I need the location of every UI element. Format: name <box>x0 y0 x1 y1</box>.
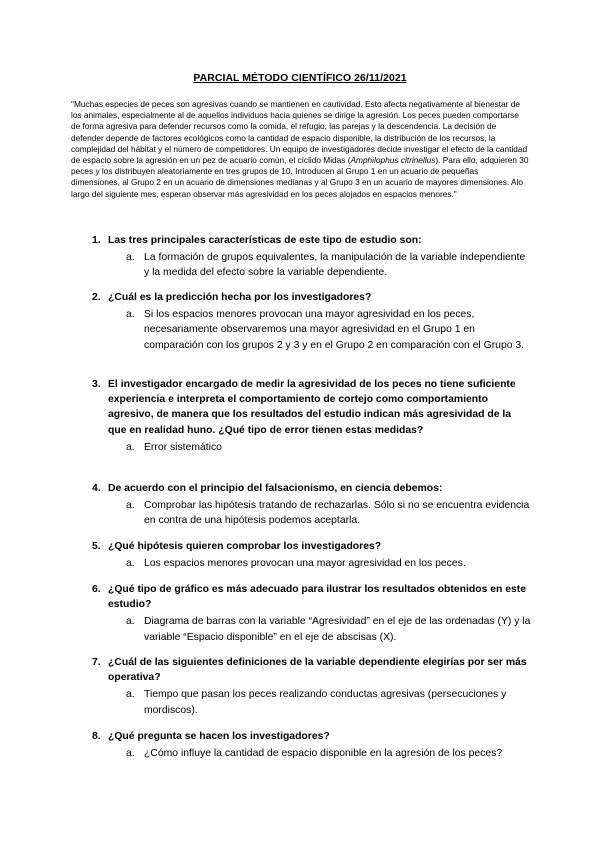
question-text: Las tres principales características de este tipo de estudio son: <box>108 235 422 246</box>
answer-letter: a. <box>126 309 135 321</box>
answer-text: Los espacios menores provocan una mayor agresividad en los peces. <box>144 558 466 570</box>
question-text: ¿Qué pregunta se hacen los investigadores? <box>108 731 330 742</box>
question-2 <box>92 290 532 353</box>
question-number: 5. <box>92 541 101 552</box>
answer-letter: a. <box>126 689 135 701</box>
answer-letter: a. <box>126 748 135 760</box>
question-number: 3. <box>92 379 101 390</box>
question-text: De acuerdo con el principio del falsacionismo, en ciencia debemos: <box>108 483 443 494</box>
intro-text-part2: ). Para ello, adquieren 30 peces y los distribuyen aleatoriamente en tres grupos de 10. Introducen al Grupo 1 en un acuario de pequeñas dimensiones, al Grupo 2 en un acuario de dimensiones medianas y al Grupo 3 en un acuario de mayores dimensiones. Alo largo del siguiente mes, esperan observar más agresividad en los peces alojados en espacios menores." <box>71 155 529 199</box>
intro-species-name: Amphilophus citrinellus <box>350 155 436 166</box>
question-7 <box>92 655 532 718</box>
answer-text: Diagrama de barras con la variable “Agresividad” en el eje de las ordenadas (Y) y la variable “Espacio disponible” en el eje de abscisas (X). <box>144 616 531 643</box>
question-1 <box>92 233 532 281</box>
answer-text: Tiempo que pasan los peces realizando conductas agresivas (persecuciones y mordiscos). <box>144 689 507 716</box>
question-text: ¿Cuál de las siguientes definiciones de la variable dependiente elegirías por ser más operativa? <box>108 657 527 684</box>
answer-letter: a. <box>126 500 135 512</box>
intro-text-part1: "Muchas especies de peces son agresivas cuando se mantienen en cautividad. Esto afecta negativamente al bienestar de los animales, especialmente al de aquellos individuos hacia quienes se dirige la agresión. Los peces pueden comportarse de forma agresiva para defender recursos como la comida, el refugio, las parejas y la descendencia. La decisión de defender depende de factores ecológicos como la cantidad de espacio disponible, la distribución de los recursos, la complejidad del hábitat y el número de competidores. Un equipo de investigadores decide investigar el efecto de la cantidad de espacio sobre la agresión en un pez de acuario común, el cíclido Midas ( <box>71 99 528 166</box>
answer-letter: a. <box>126 558 135 570</box>
question-text: El investigador encargado de medir la agresividad de los peces no tiene suficiente experiencia e interpreta el comportamiento de cortejo como comportamiento agresivo, de manera que los resultados del estudio indican más agresividad de la que en realidad huno. ¿Qué tipo de error tienen estas medidas? <box>108 379 516 436</box>
document-title: PARCIAL MÉTODO CIENTÍFICO 26/11/2021 <box>193 73 407 84</box>
question-number: 7. <box>92 657 101 668</box>
answer-text: Comprobar las hipótesis tratando de rechazarlas. Sólo si no se encuentra evidencia en contra de una hipótesis podemos aceptarla. <box>144 500 530 527</box>
question-number: 6. <box>92 584 101 595</box>
answer-text: Error sistemático <box>144 441 222 453</box>
question-3 <box>92 377 532 455</box>
question-number: 4. <box>92 483 101 494</box>
answer-text: Si los espacios menores provocan una mayor agresividad en los peces, necesariamente observaremos una mayor agresividad en el Grupo 1 en comparación con los grupos 2 y 3 y en el Grupo 2 en comparación con el Grupo 3. <box>144 309 525 351</box>
intro-paragraph <box>71 99 529 200</box>
question-number: 2. <box>92 292 101 303</box>
question-text: ¿Qué tipo de gráfico es más adecuado para ilustrar los resultados obtenidos en este estudio? <box>108 584 527 611</box>
answer-text: La formación de grupos equivalentes, la manipulación de la variable independiente y la medida del efecto sobre la variable dependiente. <box>144 252 526 279</box>
question-8 <box>92 729 532 761</box>
question-text: ¿Qué hipótesis quieren comprobar los investigadores? <box>108 541 382 552</box>
question-number: 8. <box>92 731 101 742</box>
question-5 <box>92 539 532 571</box>
answer-letter: a. <box>126 441 135 453</box>
question-4 <box>92 481 532 529</box>
question-number: 1. <box>92 235 101 246</box>
answer-letter: a. <box>126 252 135 264</box>
answer-text: ¿Cómo influye la cantidad de espacio disponible en la agresión de los peces? <box>144 748 503 760</box>
question-6 <box>92 582 532 645</box>
question-text: ¿Cuál es la predicción hecha por los investigadores? <box>108 292 372 303</box>
answer-letter: a. <box>126 616 135 628</box>
